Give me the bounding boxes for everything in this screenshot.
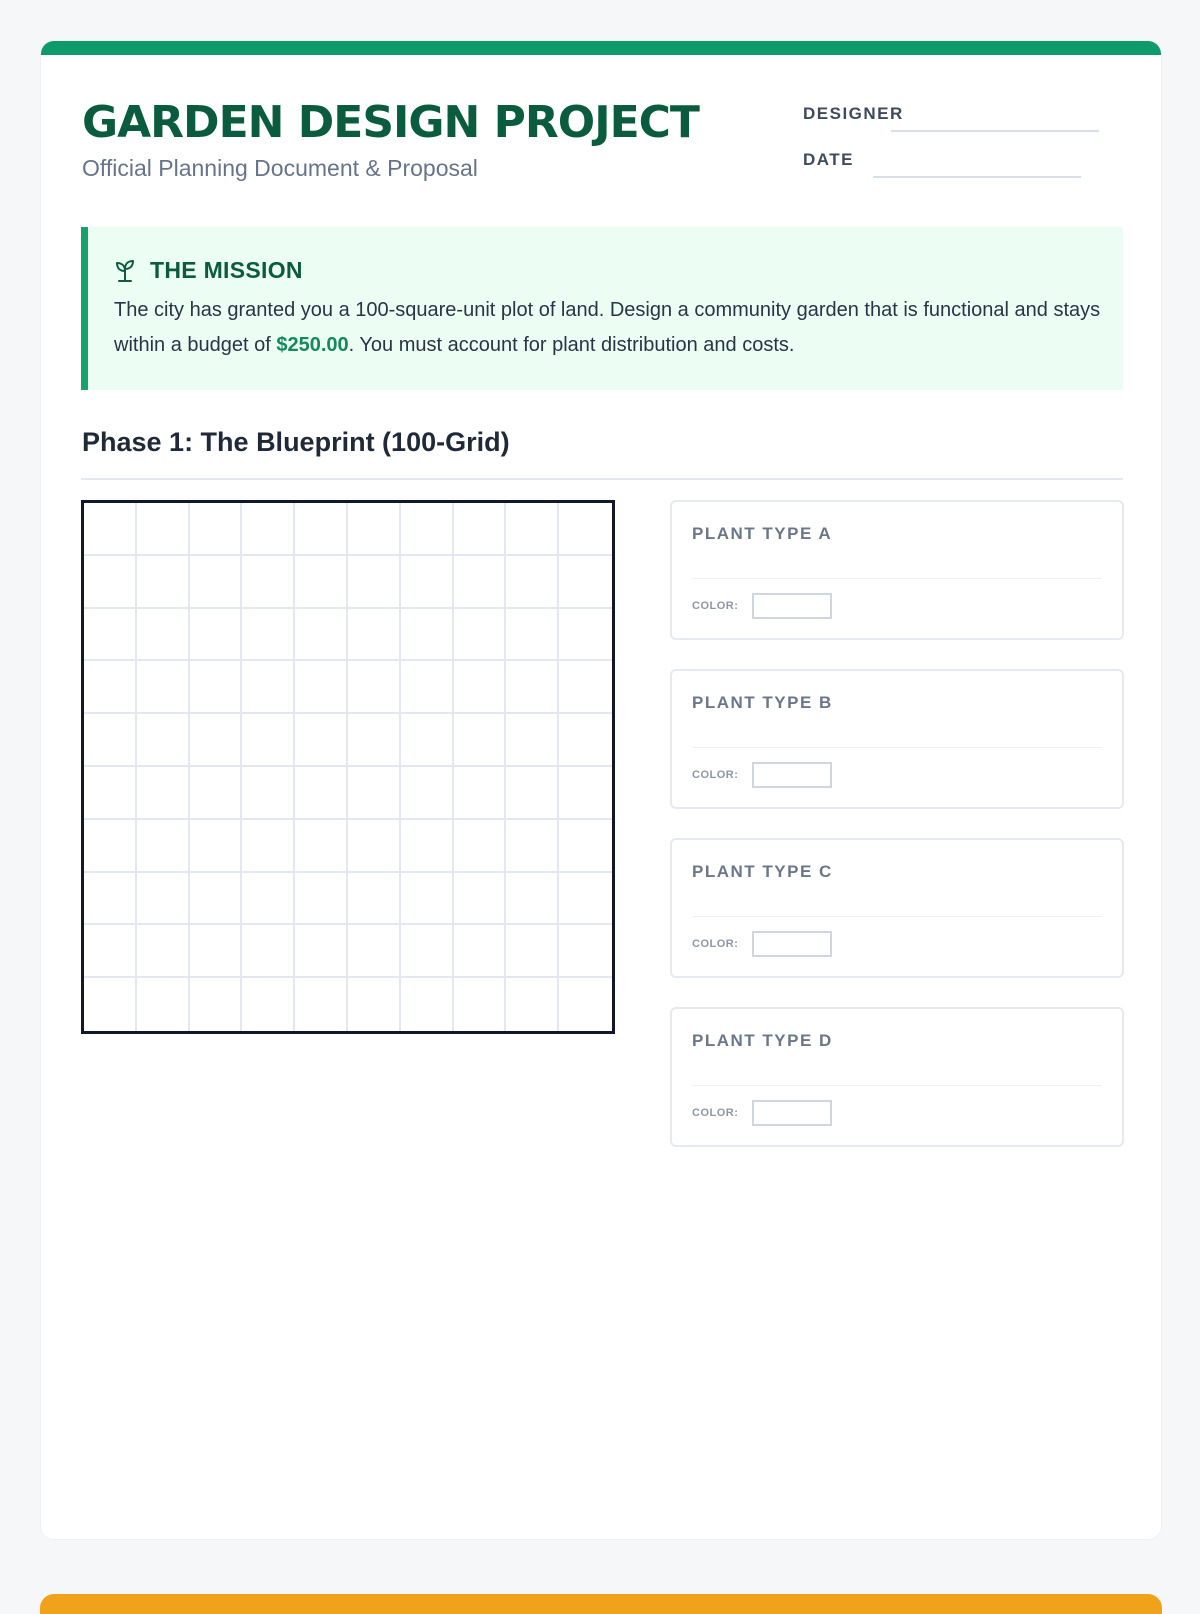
grid-cell[interactable] bbox=[84, 820, 137, 873]
grid-cell[interactable] bbox=[295, 503, 348, 556]
grid-cell[interactable] bbox=[190, 609, 243, 662]
mission-header bbox=[114, 257, 303, 284]
grid-cell[interactable] bbox=[454, 978, 507, 1031]
grid-cell[interactable] bbox=[242, 609, 295, 662]
grid-cell[interactable] bbox=[559, 714, 612, 767]
date-label: DATE bbox=[803, 150, 855, 169]
grid-cell[interactable] bbox=[295, 978, 348, 1031]
grid-cell[interactable] bbox=[137, 925, 190, 978]
grid-cell[interactable] bbox=[559, 978, 612, 1031]
grid-cell[interactable] bbox=[454, 556, 507, 609]
grid-cell[interactable] bbox=[190, 556, 243, 609]
grid-cell[interactable] bbox=[506, 873, 559, 926]
grid-cell[interactable] bbox=[401, 556, 454, 609]
grid-cell[interactable] bbox=[454, 503, 507, 556]
plant-name-line[interactable] bbox=[692, 1085, 1102, 1086]
plant-name-line[interactable] bbox=[692, 578, 1102, 579]
grid-cell[interactable] bbox=[137, 873, 190, 926]
grid-cell[interactable] bbox=[559, 503, 612, 556]
designer-field[interactable] bbox=[891, 130, 1099, 132]
page-title: GARDEN DESIGN PROJECT bbox=[82, 97, 699, 148]
grid-cell[interactable] bbox=[242, 820, 295, 873]
grid-cell[interactable] bbox=[348, 820, 401, 873]
grid-cell[interactable] bbox=[84, 556, 137, 609]
grid-cell[interactable] bbox=[190, 661, 243, 714]
grid-cell[interactable] bbox=[559, 609, 612, 662]
top-accent-bar bbox=[41, 41, 1161, 55]
grid-cell[interactable] bbox=[506, 925, 559, 978]
grid-cell[interactable] bbox=[454, 873, 507, 926]
blueprint-grid[interactable] bbox=[81, 500, 615, 1034]
grid-cell[interactable] bbox=[348, 767, 401, 820]
color-swatch-field[interactable] bbox=[752, 762, 832, 788]
grid-cell[interactable] bbox=[559, 873, 612, 926]
grid-cell[interactable] bbox=[84, 503, 137, 556]
page-subtitle: Official Planning Document & Proposal bbox=[82, 155, 478, 181]
grid-cell[interactable] bbox=[84, 661, 137, 714]
grid-cell[interactable] bbox=[295, 925, 348, 978]
grid-cell[interactable] bbox=[242, 714, 295, 767]
grid-cell[interactable] bbox=[559, 661, 612, 714]
grid-cell[interactable] bbox=[137, 609, 190, 662]
grid-cell[interactable] bbox=[84, 609, 137, 662]
grid-cell[interactable] bbox=[190, 503, 243, 556]
grid-cell[interactable] bbox=[295, 714, 348, 767]
grid-cell[interactable] bbox=[242, 661, 295, 714]
grid-cell[interactable] bbox=[348, 609, 401, 662]
grid-cell[interactable] bbox=[506, 767, 559, 820]
grid-cell[interactable] bbox=[295, 556, 348, 609]
color-swatch-field[interactable] bbox=[752, 931, 832, 957]
grid-cell[interactable] bbox=[242, 503, 295, 556]
plant-card-a bbox=[670, 500, 1124, 640]
plant-card-b bbox=[670, 669, 1124, 809]
grid-cell[interactable] bbox=[559, 925, 612, 978]
grid-cell[interactable] bbox=[401, 925, 454, 978]
grid-cell[interactable] bbox=[401, 767, 454, 820]
plant-card-c bbox=[670, 838, 1124, 978]
grid-cell[interactable] bbox=[190, 873, 243, 926]
grid-cell[interactable] bbox=[401, 873, 454, 926]
grid-cell[interactable] bbox=[506, 609, 559, 662]
grid-cell[interactable] bbox=[137, 820, 190, 873]
grid-cell[interactable] bbox=[454, 661, 507, 714]
grid-cell[interactable] bbox=[137, 978, 190, 1031]
grid-cell[interactable] bbox=[401, 820, 454, 873]
phase-divider bbox=[81, 478, 1123, 480]
grid-cell[interactable] bbox=[506, 661, 559, 714]
plant-card-d bbox=[670, 1007, 1124, 1147]
grid-cell[interactable] bbox=[295, 873, 348, 926]
grid-cell[interactable] bbox=[506, 978, 559, 1031]
grid-cell[interactable] bbox=[401, 503, 454, 556]
grid-cell[interactable] bbox=[84, 714, 137, 767]
plant-type-label: PLANT TYPE B bbox=[692, 693, 833, 712]
grid-cell[interactable] bbox=[137, 767, 190, 820]
grid-cell[interactable] bbox=[506, 556, 559, 609]
grid-cell[interactable] bbox=[242, 556, 295, 609]
grid-cell[interactable] bbox=[242, 978, 295, 1031]
worksheet-page bbox=[40, 40, 1162, 1540]
grid-cell[interactable] bbox=[137, 714, 190, 767]
grid-cell[interactable] bbox=[348, 873, 401, 926]
plant-name-line[interactable] bbox=[692, 747, 1102, 748]
grid-cell[interactable] bbox=[401, 714, 454, 767]
grid-cell[interactable] bbox=[454, 609, 507, 662]
date-field[interactable] bbox=[873, 176, 1081, 178]
grid-cell[interactable] bbox=[295, 609, 348, 662]
grid-cell[interactable] bbox=[559, 767, 612, 820]
grid-cell[interactable] bbox=[295, 767, 348, 820]
plant-type-label: PLANT TYPE D bbox=[692, 1031, 833, 1050]
grid-cell[interactable] bbox=[295, 661, 348, 714]
grid-cell[interactable] bbox=[242, 925, 295, 978]
mission-text-start: The city has granted you a 100-square-unit plot of land. Design a community garden that is functional and stays within a budget of bbox=[114, 299, 1101, 356]
grid-cell[interactable] bbox=[348, 556, 401, 609]
designer-label: DESIGNER bbox=[803, 104, 904, 123]
sprout-icon bbox=[114, 259, 136, 283]
grid-cell[interactable] bbox=[295, 820, 348, 873]
grid-cell[interactable] bbox=[559, 820, 612, 873]
mission-box bbox=[81, 227, 1123, 390]
color-swatch-field[interactable] bbox=[752, 593, 832, 619]
phase-1-title: Phase 1: The Blueprint (100-Grid) bbox=[82, 427, 510, 457]
color-label: COLOR: bbox=[692, 938, 739, 950]
grid-cell[interactable] bbox=[559, 556, 612, 609]
grid-cell[interactable] bbox=[506, 503, 559, 556]
grid-cell[interactable] bbox=[242, 767, 295, 820]
grid-cell[interactable] bbox=[137, 661, 190, 714]
grid-cell[interactable] bbox=[454, 820, 507, 873]
grid-cell[interactable] bbox=[348, 978, 401, 1031]
mission-text bbox=[114, 293, 1104, 363]
grid-cell[interactable] bbox=[506, 820, 559, 873]
grid-cell[interactable] bbox=[190, 820, 243, 873]
mission-title: THE MISSION bbox=[150, 257, 303, 283]
grid-cell[interactable] bbox=[348, 661, 401, 714]
plant-type-label: PLANT TYPE A bbox=[692, 524, 833, 543]
grid-cell[interactable] bbox=[190, 978, 243, 1031]
grid-cell[interactable] bbox=[84, 978, 137, 1031]
grid-cell[interactable] bbox=[84, 925, 137, 978]
next-page-accent-bar bbox=[40, 1594, 1162, 1614]
grid-cell[interactable] bbox=[454, 767, 507, 820]
color-label: COLOR: bbox=[692, 1107, 739, 1119]
grid-cell[interactable] bbox=[401, 609, 454, 662]
budget-amount: $250.00 bbox=[276, 334, 349, 356]
color-label: COLOR: bbox=[692, 600, 739, 612]
grid-cell[interactable] bbox=[137, 503, 190, 556]
grid-cell[interactable] bbox=[454, 925, 507, 978]
grid-cell[interactable] bbox=[506, 714, 559, 767]
grid-cell[interactable] bbox=[84, 767, 137, 820]
color-swatch-field[interactable] bbox=[752, 1100, 832, 1126]
grid-cell[interactable] bbox=[190, 925, 243, 978]
grid-cell[interactable] bbox=[401, 978, 454, 1031]
grid-cell[interactable] bbox=[401, 661, 454, 714]
mission-text-end: . You must account for plant distribution and costs. bbox=[348, 334, 795, 356]
grid-cell[interactable] bbox=[454, 714, 507, 767]
color-label: COLOR: bbox=[692, 769, 739, 781]
grid-cell[interactable] bbox=[348, 503, 401, 556]
grid-cell[interactable] bbox=[137, 556, 190, 609]
grid-cell[interactable] bbox=[190, 767, 243, 820]
grid-cell[interactable] bbox=[348, 925, 401, 978]
grid-cell[interactable] bbox=[84, 873, 137, 926]
plant-type-label: PLANT TYPE C bbox=[692, 862, 833, 881]
plant-name-line[interactable] bbox=[692, 916, 1102, 917]
grid-cell[interactable] bbox=[242, 873, 295, 926]
grid-cell[interactable] bbox=[348, 714, 401, 767]
grid-cell[interactable] bbox=[190, 714, 243, 767]
